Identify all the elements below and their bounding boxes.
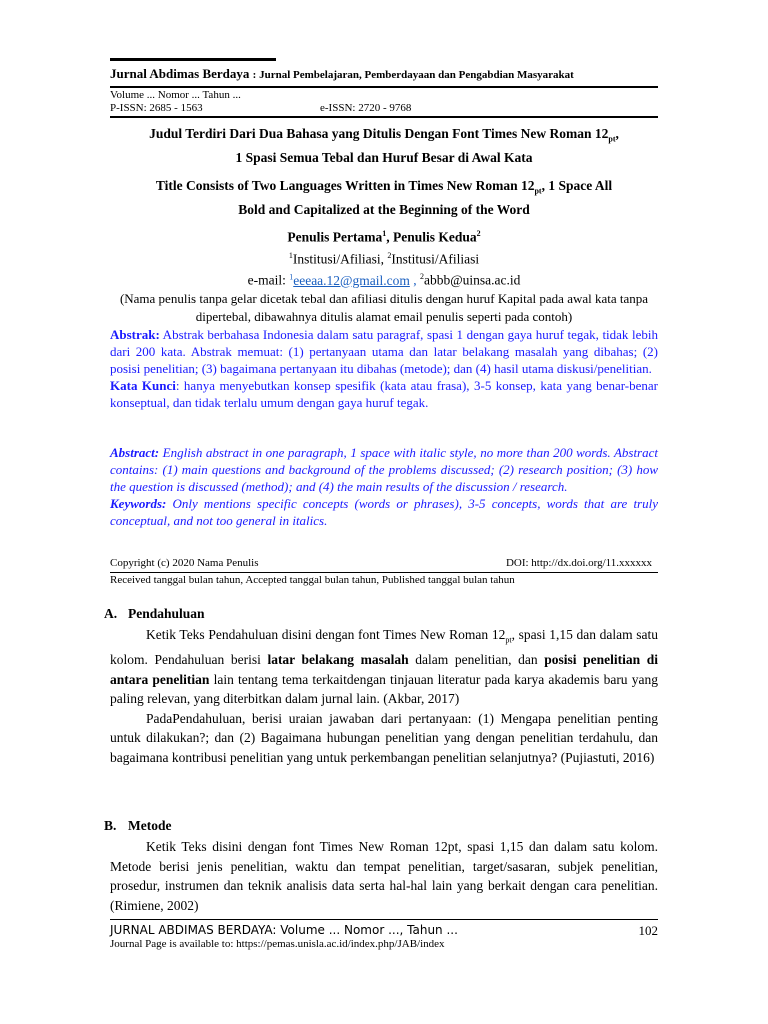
- author-2: Penulis Kedua: [392, 229, 477, 245]
- journal-name: Jurnal Abdimas Berdaya: [110, 66, 250, 81]
- email-2: abbb@uinsa.ac.id: [423, 272, 521, 288]
- email-1: eeeaa.12@gmail.com: [293, 272, 410, 288]
- footer-rule: [110, 919, 658, 920]
- paragraph: PadaPendahuluan, berisi uraian jawaban dari pertanyaan: (1) Mengapa penelitian penting untuk dilakukan?; dan (2) Bagaimana hubungan penelitian yang dengan penelitian terdahulu, dan bagaimana kontribusi penelitian yang untuk perkembangan penelitian selanjutnya? (Pujiastuti, 2016): [110, 710, 658, 765]
- section-heading-pendahuluan: [104, 606, 205, 622]
- copyright: Copyright (c) 2020 Nama Penulis: [110, 557, 259, 569]
- title-id-line1-end: ,: [615, 126, 619, 141]
- footer-url: Journal Page is available to: https://pemas.unisla.ac.id/index.php/JAB/index: [110, 938, 445, 950]
- email-line: [110, 268, 658, 290]
- abstract-indonesian: [110, 326, 658, 411]
- text-run: Ketik Teks Pendahuluan disini dengan font Times New Roman 12: [146, 627, 506, 642]
- section-a-title: Pendahuluan: [128, 606, 205, 621]
- title-en-line2: Bold and Capitalized at the Beginning of the Word: [238, 201, 530, 217]
- abstract-id-text: Abstrak berbahasa Indonesia dalam satu paragraf, spasi 1 dengan gaya huruf tegak, tidak lebih dari 200 kata. Abstrak memuat: (1) pertanyaan utama dan latar belakang masalah yang dibahas; (2) posisi penelitian; (3) bagaimana pertanyaan itu dibahas (metode); dan (4) hasil utama diskusi/penelitian.: [110, 327, 658, 376]
- keywords-en-text: Only mentions specific concepts (words or phrases), 3-5 concepts, words that are truly conceptual, and not too general in italics.: [110, 496, 658, 528]
- email-sup-1: 1: [289, 272, 294, 281]
- pt-subscript: pt: [505, 635, 512, 645]
- copyright-rule: [110, 572, 658, 573]
- journal-subtitle: : Jurnal Pembelajaran, Pemberdayaan dan Pengabdian Masyarakat: [252, 69, 574, 81]
- section-b-title: Metode: [128, 818, 172, 833]
- bold-phrase: posisi penelitian di antara penelitian: [110, 652, 658, 687]
- text-run: dalam penelitian, dan: [408, 652, 545, 668]
- section-body-pendahuluan: [110, 625, 658, 767]
- title-id-line2: 1 Spasi Semua Tebal dan Huruf Besar di Awal Kata: [235, 149, 533, 165]
- issn-rule: [110, 116, 658, 118]
- issn-line: [110, 102, 658, 114]
- journal-header: [110, 66, 658, 82]
- received-dates: Received tanggal bulan tahun, Accepted tanggal bulan tahun, Published tanggal bulan tahun: [110, 574, 515, 586]
- inst-sup-1: 1: [288, 250, 293, 260]
- abstract-en-text: English abstract in one paragraph, 1 space with italic style, no more than 200 words. Abstract contains: (1) main questions and background of the problems discussed; (2) research position; (3) how the question is discussed (method); and (4) the main results of the discussion / research.: [110, 445, 658, 494]
- section-a-letter: A.: [104, 606, 118, 621]
- copyright-line: [110, 557, 658, 569]
- paragraph: Ketik Teks disini dengan font Times New Roman 12pt, spasi 1,15 dan dalam satu kolom. Metode berisi jenis penelitian, waktu dan tempat penelitian, target/sasaran, subjek penelitian, prosedur, instrumen dan teknik analisis data serta hal-hal lain yang berkait dengan cara penelitian. (Rimiene, 2002): [110, 839, 658, 913]
- volume-line: Volume ... Nomor ... Tahun ...: [110, 89, 241, 101]
- page-number: 102: [638, 923, 658, 938]
- keywords-id-label: Kata Kunci: [110, 378, 176, 393]
- text-run: lain tentang tema terkaitdengan tinjauan literatur pada karya akademis baru yang paling relevan, yang diterbitkan dalam jurnal lain. (Akbar, 2017): [110, 671, 658, 707]
- keywords-id-text: : hanya menyebutkan konsep spesifik (kata atau frasa), 3-5 konsep, kata yang benar-benar konseptual, dan tidak terlalu umum dengan gaya huruf tegak.: [110, 378, 658, 410]
- title-id-line1: Judul Terdiri Dari Dua Bahasa yang Ditulis Dengan Font Times New Roman 12: [149, 126, 609, 141]
- text-run: , spasi 1,15 dan dalam satu kolom. Pendahuluan berisi: [110, 627, 659, 668]
- affiliations: [110, 247, 658, 269]
- section-body-metode: [110, 837, 658, 915]
- author-1: Penulis Pertama: [287, 229, 383, 245]
- institution-1: Institusi/Afiliasi,: [292, 251, 388, 266]
- title-id-pt: pt: [608, 134, 616, 144]
- email-link-1[interactable]: [289, 273, 410, 288]
- footer-journal: JURNAL ABDIMAS BERDAYA: Volume ... Nomor ..., Tahun ...: [110, 923, 458, 937]
- paragraph: [110, 625, 658, 709]
- author-2-sup: 2: [476, 229, 481, 238]
- bold-phrase: latar belakang masalah: [267, 652, 409, 668]
- abstract-english: [110, 444, 658, 529]
- institution-2: Institusi/Afiliasi: [391, 251, 480, 266]
- author-1-sup: 1: [382, 229, 387, 238]
- title-en-pt: pt: [534, 186, 542, 196]
- title-en-line1: Title Consists of Two Languages Written in Times New Roman 12: [155, 178, 535, 193]
- author-names: [110, 225, 658, 247]
- e-issn: e-ISSN: 2720 - 9768: [320, 102, 412, 114]
- header-rule: [110, 86, 658, 88]
- title-en-line1-end: , 1 Space All: [541, 178, 613, 193]
- keywords-en-label: Keywords:: [110, 496, 167, 511]
- author-note: (Nama penulis tanpa gelar dicetak tebal dan afiliasi ditulis dengan huruf Kapital pada awal kata tanpa dipertebal, dibawahnya ditulis alamat email penulis seperti pada contoh): [119, 290, 649, 324]
- email-label: e-mail:: [247, 272, 290, 288]
- abstract-id-label: Abstrak:: [110, 327, 160, 342]
- section-heading-metode: [104, 818, 171, 834]
- abstract-en-label: Abstract:: [110, 445, 160, 460]
- section-b-letter: B.: [104, 818, 117, 833]
- email-sup-2: 2: [419, 272, 424, 281]
- inst-sup-2: 2: [387, 250, 392, 260]
- doi: DOI: http://dx.doi.org/11.xxxxxx: [505, 557, 652, 569]
- title-english: [110, 177, 658, 219]
- author-separator: ,: [386, 229, 393, 245]
- p-issn: P-ISSN: 2685 - 1563: [110, 102, 203, 114]
- title-indonesian: [110, 125, 658, 167]
- email-separator: ,: [409, 272, 420, 288]
- top-rule: [110, 58, 276, 61]
- author-block: [110, 225, 658, 326]
